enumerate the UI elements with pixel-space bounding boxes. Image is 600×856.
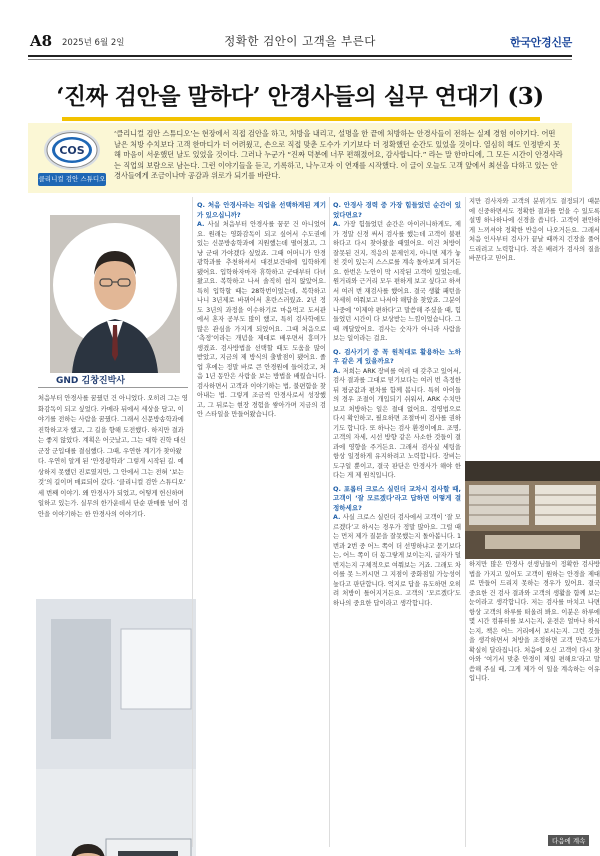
page-header [0,0,600,74]
column-4-text-top: 지만 검사자와 고객의 분위기도 결정되기 때문에 신중하면서도 정확한 결과를 얻을 수 있도록 설명 하나하나에 신경을 씁니다. 고객이 편안하게 느끼셔야 정확한 반응이 나오거든요. 그래서 처음 인사부터 검사가 끝날 때까지 긴장을 풀어드리려고 노력합니다. 작은 배려가 검사의 질을 바꾼다고 믿어요. [469,198,600,262]
article-headline: ‘진짜 검안을 말하다’ 안경사들의 실무 연대기 (3) [56,83,544,110]
cos-logo-text: COS [59,144,85,157]
question-3: Q. 검사기기 중 꼭 원칙대로 활용하는 노하우 같은 게 있을까요? [333,347,461,365]
profile-bio: 처음부터 안경사를 꿈꿨던 건 아니었다. 오히려 그는 영화감독이 되고 싶었다. 카메라 뒤에서 세상을 담고, 이야기를 전하는 사람을 꿈꿨다. 그래서 신문방송학과에 진학하고자 했고, 그 길을 향해 도전했다. 하지만 결과는 좋지 않았다. 계획은 어긋났고, 그는 대학 진학 대신 군장 군입대를 결심했다. 그때, 우연한 계기가 찾아왔다. 우연히 알게 된 ‘안경광학과’ 그렇게 시작된 길. 예상하지 못했던 진로였지만, 그 안에서 그는 전혀 ‘보는 것’의 길이며 매료되어 갔다. ‘클리니컬 검안 스튜디오’ 세 번째 이야기. 왜 안경사가 되었고, 어떻게 헌신하며 일하고 있는가. 실무의 한가운데서 단순 판매를 넘어 검안을 이야기하는 한 안경사의 이야기다. [38,395,188,518]
continued-label: 다음에 계속 [548,835,589,846]
answer-2: A. 가장 힘들었던 순간은 아이러니하게도, 제가 정말 신경 써서 검사를 했는데 고객이 불편하다고 다시 찾아왔을 때였어요. 이건 처방이 잘못된 건지, 적응의 문제인지, 아니면 제가 놓친 것이 있는지 스스로를 계속 돌아보게 되거든요. 한번은 노안이 막 시작된 고객이 있었는데, 원거리와 근거리 모두 편하게 보고 싶다고 하셔서 여러 번 재검사를 했어요. 결국 생활 패턴을 자세히 여쭤보고 나서야 해답을 찾았죠. 그분이 나중에 ‘이제야 편하다’고 말씀해 주셨을 때, 힘들었던 시간이 다 보상받는 느낌이었습니다. 그때 깨달았어요. 검사는 숫자가 아니라 사람을 보는 일이라는 걸요. [333,221,461,342]
article-column-3 [333,197,461,853]
header-rule-thin [28,59,572,60]
answer-1: A. 사실 처음부터 안경사를 꿈꾼 건 아니었어요. 원래는 영화감독이 되고 싶어서 수도권에 있는 신문방송학과에 지원했는데 떨어졌고, 그냥 군대 가야겠다 싶었죠. 그때 어머니가 안경광학과를 추천하셔서 대전보건대에 입학하게 됐어요. 입학하자마자 휴학하고 군대부터 다녀왔고요. 복학하고 나서 솔직히 쉽지 않았어요. 특히 입학할 때는 28학번이었는데, 복학하고 나니 3년제로 바뀌어서 혼란스러웠죠. 2년 정도 3년의 과정을 이수하기로 마음먹고 도서관에서 혼자 공부도 많이 했고, 특히 검사학에도 많은 관심을 가지게 되었어요. 그때 처음으로 ‘측정’이라는 개념을 제대로 배우면서 흥미가 생겼죠. 검사방법을 선택할 때도 도움을 많이 받았고, 지금의 제 방식의 출발점이 됐어요. 졸업 후에는 정말 바로 큰 안경원에 들어갔고, 처음 1년 동안은 사람을 보는 방법을 배웠습니다. 검사하면서 고객과 이야기하는 법, 불편함을 찾아내는 법. 그렇게 조금씩 안경사로서 성장했고, 그 뒤로는 현장 경험을 쌓아가며 지금의 검안 스타일을 만들어왔습니다. [197,221,326,418]
question-2: Q. 안경사 경력 중 가장 힘들었던 순간이 있었다면요? [333,201,461,219]
profile-divider [38,387,188,388]
article-column-2 [197,197,326,853]
exam-room-photo [36,599,196,856]
intro-text: ‘클리니컬 검안 스튜디오’는 현장에서 직접 검안을 하고, 처방을 내리고, 설명을 한 끝에 처방하는 안경사들이 전하는 실제 경험 이야기다. 어떤 날은 처방 수치보다 고객 한마디가 더 어려웠고, 손으로 직접 맞춘 도수가 기기보다 더 정확했던 순간도 있었을 것이다. 열심히 해도 인정받지 못해 마음이 서운했던 날도 있었을 것이다. 그러나 누군가 “진짜 덕분에 너무 편해졌어요, 감사합니다.” 라는 말 한마디에, 그 모든 시간이 안경사라는 직업의 보람으로 남는다. 그런 이야기들을 듣고, 기록하고, 나누고자 이 연재를 시작했다. 이 글이 오늘도 고객 앞에서 최선을 다하고 있는 안경사들에게 조금이나마 공감과 위로가 되기를 바란다. [114,129,563,181]
article-column-4-bottom [469,560,600,826]
column-4-text-bottom: 하지만 많은 안경사 선생님들이 정확한 검사방법을 가지고 있어도 고객이 원하는 안경을 제대로 만들어 드리지 못하는 경우가 있어요. 결국 중요한 건 검사 결과와 고객의 생활을 함께 보는 눈이라고 생각합니다. 저는 검사를 마치고 나면 항상 고객의 하루를 떠올려 봐요. 이분은 하루에 몇 시간 컴퓨터를 보시는지, 운전은 얼마나 하시는지, 책은 어느 거리에서 보시는지. 그런 것들을 생각하면서 처방을 조정하면 고객 만족도가 확실히 달라집니다. 처음에 오신 고객이 다시 찾아와 ‘여기서 맞춘 안경이 제일 편해요’라고 말씀해 주실 때, 그게 제가 이 일을 계속하는 이유입니다. [469,561,600,682]
headline-highlight [62,117,540,121]
page-number: A8 [30,32,53,50]
profile-column [28,197,189,848]
column-divider [192,197,193,847]
question-1: Q. 처음 안경사라는 직업을 선택하게된 계기가 있으십니까? [197,201,326,219]
cos-logo-icon [42,128,102,172]
section-slogan: 정확한 검안이 고객을 부른다 [224,34,376,48]
header-rule [28,55,572,57]
article-column-4-top [469,197,600,453]
question-4: Q. 포롭터 크로스 실린더 교차시 검사할 때, 고객이 ‘잘 모르겠다’라고 답하면 어떻게 결정하세요? [333,484,461,512]
answer-4: A. 사실 크로스 실린더 검사에서 고객이 ‘잘 모르겠다’고 하시는 경우가 정말 많아요. 그럴 때는 먼저 제가 질문을 잘못했는지 돌아봅니다. 1번과 2번 중 어느 쪽이 더 선명하냐고 묻기보다는, 어느 쪽이 더 동그랗게 보이는지, 글자가 덜 번지는지 구체적으로 여쭤보는 거죠. 그래도 차이를 못 느끼시면 그 지점이 중화점일 가능성이 높다고 판단합니다. 억지로 답을 유도하면 오히려 처방이 틀어지거든요. 고객의 ‘모르겠다’도 하나의 중요한 답이라고 생각합니다. [333,514,461,607]
column-divider [329,197,330,847]
optical-store-photo [465,461,600,559]
answer-3: A. 저희는 ARK 장비를 여러 대 갖추고 있어서, 검사 결과를 그대로 믿기보다는 여러 번 측정한 뒤 평균값과 편차를 함께 봅니다. 특히 아이들의 경우 조절이 개입되기 쉬워서, ARK 수치만 보고 처방하는 일은 절대 없어요. 검영법으로 다시 확인하고, 필요하면 조절마비 검사를 권하기도 합니다. 또 하나는 검사 환경이에요. 조명, 고객의 자세, 시선 방향 같은 사소한 것들이 결과에 영향을 주거든요. 그래서 검사실 세팅을 항상 일정하게 유지하려고 노력합니다. 장비는 도구일 뿐이고, 결국 판단은 안경사가 해야 한다는 게 제 원칙입니다. [333,367,461,479]
profile-name: GND 김창진박사 [56,376,125,386]
intro-box [28,123,572,193]
issue-date: 2025년 6월 2일 [62,38,125,48]
cos-badge: 클리니컬 검안 스튜디오 [38,173,106,186]
portrait-photo [50,215,180,373]
publication-brand: 한국안경신문 [510,36,572,49]
